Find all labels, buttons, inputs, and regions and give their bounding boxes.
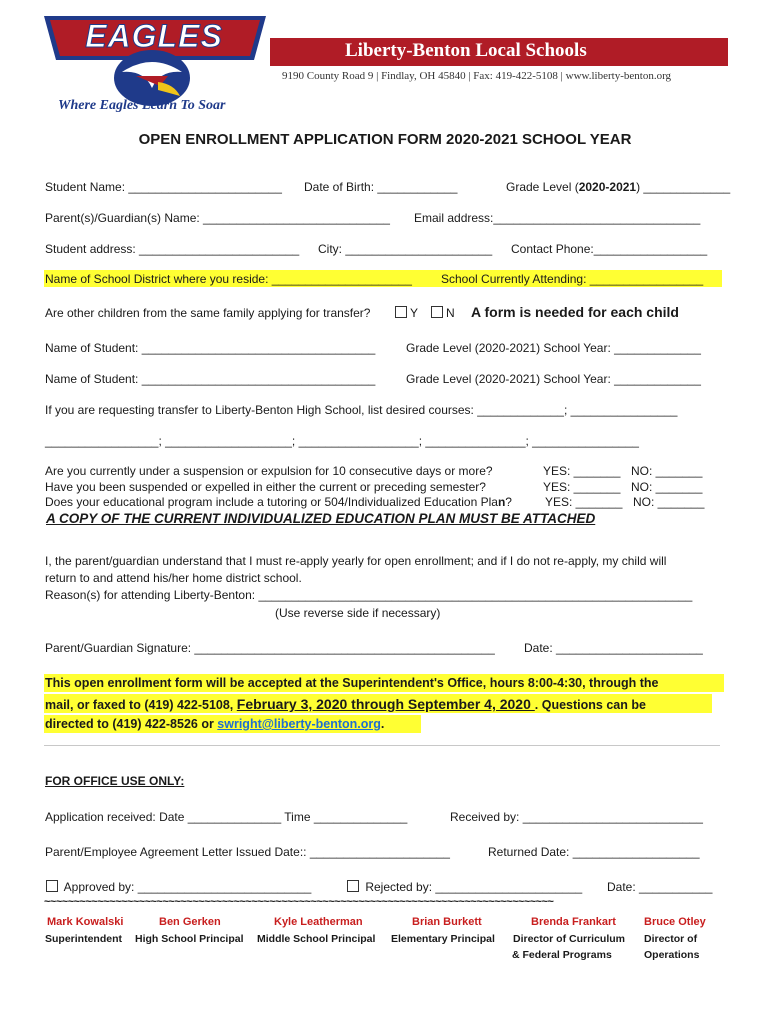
q-iep-end: ? bbox=[505, 495, 512, 509]
rejected-label: Rejected by: ______________________ bbox=[365, 880, 583, 894]
dob-field[interactable]: Date of Birth: ____________ bbox=[304, 180, 458, 194]
grade-level-suffix: ) _____________ bbox=[636, 180, 731, 194]
approved-label: Approved by: __________________________ bbox=[63, 880, 312, 894]
courses-line-2[interactable]: _________________; ___________________; __________________; _______________; ________________ bbox=[45, 434, 639, 448]
letter-issued-field[interactable]: Parent/Employee Agreement Letter Issued Date:: _____________________ bbox=[45, 845, 450, 859]
checkbox-icon[interactable] bbox=[46, 880, 58, 892]
understand-line-1: I, the parent/guardian understand that I must re-apply yearly for open enrollment; and if I do not re-apply, my child will bbox=[45, 554, 667, 568]
siblings-question: Are other children from the same family applying for transfer? bbox=[45, 306, 371, 320]
student-address-field[interactable]: Student address: ________________________ bbox=[45, 242, 300, 256]
staff-name: Ben Gerken bbox=[159, 916, 221, 928]
reasons-field[interactable]: Reason(s) for attending Liberty-Benton: _________________________________________________________________ bbox=[45, 588, 693, 602]
tilde-separator: ~~~~~~~~~~~~~~~~~~~~~~~~~~~~~~~~~~~~~~~~~~~~~~~~~~~~~~~~~~~~~~~~~~~~~~~~~~~~~~~~~~~~~~ bbox=[44, 896, 554, 908]
student-name-field[interactable]: Student Name: _______________________ bbox=[45, 180, 282, 194]
staff-role-line-2: & Federal Programs bbox=[512, 949, 612, 961]
returned-date-field[interactable]: Returned Date: ___________________ bbox=[488, 845, 700, 859]
staff-role-line-2: Operations bbox=[644, 949, 700, 961]
office-heading: FOR OFFICE USE ONLY: bbox=[45, 774, 185, 788]
eagles-logo bbox=[40, 12, 270, 112]
q-iep-bold: n bbox=[497, 495, 506, 509]
checkbox-icon[interactable] bbox=[347, 880, 359, 892]
q-suspension-yes[interactable]: YES: _______ bbox=[543, 464, 621, 478]
staff-role: Director of Curriculum bbox=[513, 933, 626, 945]
notice-line-3-b: . bbox=[380, 717, 385, 731]
notice-line-3-a: directed to (419) 422-8526 or bbox=[45, 717, 218, 731]
parent-name-field[interactable]: Parent(s)/Guardian(s) Name: ____________________________ bbox=[45, 211, 390, 225]
grade-level-year: 2020-2021 bbox=[578, 180, 637, 194]
school-name: Liberty-Benton Local Schools bbox=[345, 40, 587, 61]
notice-line-2-b: . Questions can be bbox=[534, 698, 646, 712]
yes-label: Y bbox=[410, 306, 419, 320]
school-address: 9190 County Road 9 | Findlay, OH 45840 | Fax: 419-422-5108 | www.liberty-benton.org bbox=[282, 70, 672, 82]
notice-line-3 bbox=[45, 717, 384, 731]
reverse-side-note: (Use reverse side if necessary) bbox=[275, 606, 441, 620]
grade-level-prefix: Grade Level ( bbox=[506, 180, 579, 194]
q-iep-yes[interactable]: YES: _______ bbox=[545, 495, 623, 509]
q-suspension-no[interactable]: NO: _______ bbox=[631, 464, 703, 478]
rejected-by-field[interactable] bbox=[341, 880, 582, 894]
form-each-child-note: A form is needed for each child bbox=[471, 304, 679, 320]
q-iep bbox=[45, 495, 512, 509]
sibling2-name-field[interactable]: Name of Student: ___________________________________ bbox=[45, 372, 376, 386]
email-link[interactable]: swright@liberty-benton.org bbox=[217, 717, 381, 731]
application-received-field[interactable]: Application received: Date ______________ Time ______________ bbox=[45, 810, 408, 824]
email-field[interactable]: Email address:_______________________________ bbox=[414, 211, 701, 225]
divider-line bbox=[44, 745, 720, 746]
q-suspended: Have you been suspended or expelled in either the current or preceding semester? bbox=[45, 480, 486, 494]
siblings-no-option[interactable] bbox=[425, 306, 455, 320]
staff-role: Elementary Principal bbox=[391, 933, 495, 945]
courses-line-1[interactable]: If you are requesting transfer to Liberty-Benton High School, list desired courses: _____________; ________________ bbox=[45, 403, 678, 417]
staff-name: Bruce Otley bbox=[644, 916, 706, 928]
iep-notice: A COPY OF THE CURRENT INDIVIDUALIZED EDUCATION PLAN MUST BE ATTACHED bbox=[46, 511, 596, 526]
contact-phone-field[interactable]: Contact Phone:_________________ bbox=[511, 242, 708, 256]
notice-line-2 bbox=[45, 696, 646, 712]
staff-name: Kyle Leatherman bbox=[274, 916, 363, 928]
notice-line-2-a: mail, or faxed to (419) 422-5108, bbox=[45, 698, 237, 712]
checkbox-icon[interactable] bbox=[431, 306, 443, 318]
understand-line-2: return to and attend his/her home district school. bbox=[45, 571, 302, 585]
district-reside-field[interactable]: Name of School District where you reside: _____________________ bbox=[45, 272, 412, 286]
staff-role: High School Principal bbox=[135, 933, 244, 945]
office-date-field[interactable]: Date: ___________ bbox=[607, 880, 713, 894]
no-label: N bbox=[446, 306, 455, 320]
signature-field[interactable]: Parent/Guardian Signature: _____________________________________________ bbox=[45, 641, 495, 655]
logo-text: EAGLES bbox=[85, 18, 223, 54]
notice-line-1: This open enrollment form will be accepted at the Superintendent's Office, hours 8:00-4:30, through the bbox=[45, 676, 659, 690]
checkbox-icon[interactable] bbox=[395, 306, 407, 318]
notice-dates: February 3, 2020 through September 4, 2020 bbox=[236, 696, 535, 712]
sibling1-grade-field[interactable]: Grade Level (2020-2021) School Year: _____________ bbox=[406, 341, 701, 355]
form-title: OPEN ENROLLMENT APPLICATION FORM 2020-2021 SCHOOL YEAR bbox=[138, 131, 632, 148]
q-suspension: Are you currently under a suspension or expulsion for 10 consecutive days or more? bbox=[45, 464, 493, 478]
q-suspended-yes[interactable]: YES: _______ bbox=[543, 480, 621, 494]
city-field[interactable]: City: ______________________ bbox=[318, 242, 493, 256]
sibling1-name-field[interactable]: Name of Student: ___________________________________ bbox=[45, 341, 376, 355]
grade-level-field[interactable] bbox=[506, 180, 730, 194]
q-suspended-no[interactable]: NO: _______ bbox=[631, 480, 703, 494]
q-iep-no[interactable]: NO: _______ bbox=[633, 495, 705, 509]
sibling2-grade-field[interactable]: Grade Level (2020-2021) School Year: _____________ bbox=[406, 372, 701, 386]
staff-name: Brian Burkett bbox=[412, 916, 482, 928]
approved-by-field[interactable] bbox=[40, 880, 311, 894]
school-slogan: Where Eagles Learn To Soar bbox=[58, 98, 226, 113]
staff-role: Superintendent bbox=[45, 933, 123, 945]
received-by-field[interactable]: Received by: ___________________________ bbox=[450, 810, 703, 824]
siblings-yes-option[interactable] bbox=[389, 306, 418, 320]
staff-role: Middle School Principal bbox=[257, 933, 376, 945]
staff-role: Director of bbox=[644, 933, 698, 945]
staff-name: Mark Kowalski bbox=[47, 916, 124, 928]
signature-date-field[interactable]: Date: ______________________ bbox=[524, 641, 703, 655]
q-iep-text: Does your educational program include a tutoring or 504/Individualized Education Pla bbox=[45, 495, 498, 509]
school-attending-field[interactable]: School Currently Attending: _________________ bbox=[441, 272, 704, 286]
staff-name: Brenda Frankart bbox=[531, 916, 616, 928]
